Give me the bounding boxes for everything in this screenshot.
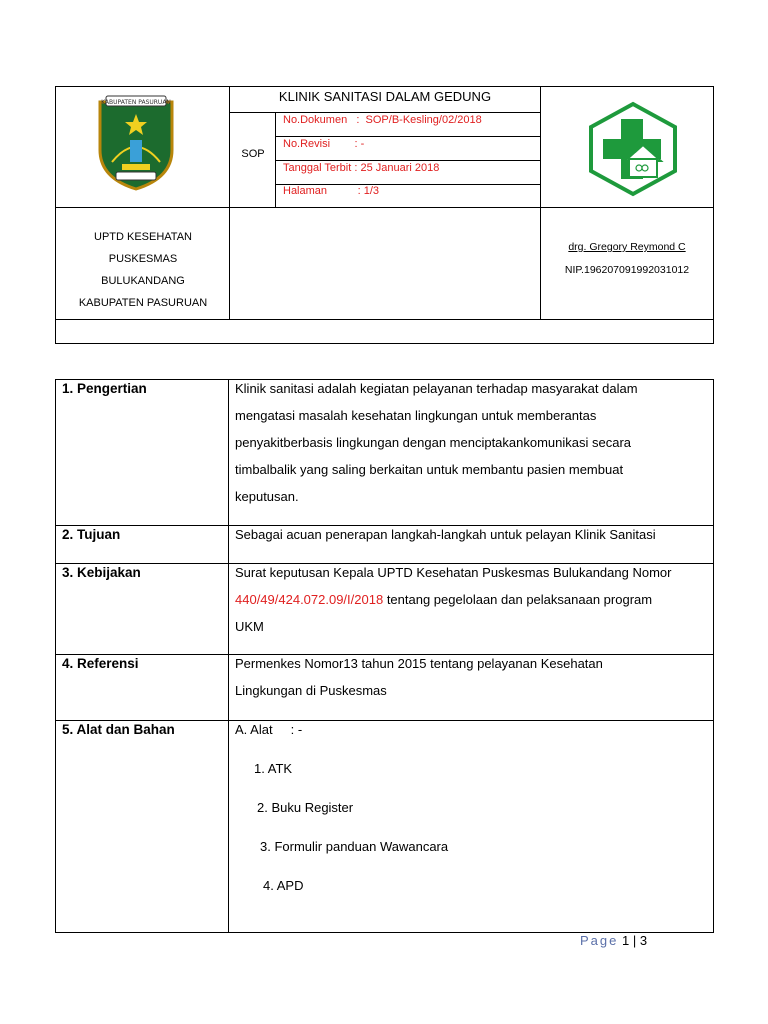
kebijakan-text: Surat keputusan Kepala UPTD Kesehatan Puskesmas Bulukandang Nomor 440/49/424.072.09/I/2018 tentang pegelolaan dan pelaksanaan program UKM: [235, 565, 672, 634]
puskesmas-logo-icon: [587, 101, 679, 197]
page-current: 1: [622, 933, 630, 948]
org-line-3: BULUKANDANG: [101, 275, 185, 287]
halaman: Halaman : 1/3: [283, 185, 379, 197]
list-item: 4. APD: [263, 878, 304, 893]
tanggal-terbit: Tanggal Terbit : 25 Januari 2018: [283, 162, 440, 174]
page-footer: [580, 933, 647, 948]
divider: [229, 112, 541, 113]
divider: [55, 319, 714, 320]
divider: [228, 379, 229, 933]
sk-number: 440/49/424.072.09/I/2018: [235, 592, 384, 607]
alat-label: 5. Alat dan Bahan: [62, 722, 175, 737]
divider: [229, 86, 230, 319]
tujuan-text: Sebagai acuan penerapan langkah-langkah untuk pelayan Klinik Sanitasi: [235, 527, 656, 542]
page-word: Page: [580, 933, 619, 948]
kabupaten-pasuruan-crest-icon: [92, 92, 180, 192]
org-line-1: UPTD KESEHATAN: [94, 231, 192, 243]
no-revisi: No.Revisi : -: [283, 138, 365, 150]
pengertian-text: Klinik sanitasi adalah kegiatan pelayanan terhadap masyarakat dalam mengatasi masalah kesehatan lingkungan untuk memberantas penyakitberbasis lingkungan dengan menciptakankomunikasi secara timbalbalik yang saling berkaitan untuk membantu pasien membuat keputusan.: [235, 381, 638, 504]
list-item: 3. Formulir panduan Wawancara: [260, 839, 449, 854]
signer-nip: NIP.196207091992031012: [564, 264, 690, 276]
signer-name: drg. Gregory Reymond C: [568, 241, 686, 253]
sop-label: SOP: [241, 148, 265, 160]
list-item: 2. Buku Register: [257, 800, 354, 815]
divider: [540, 86, 541, 319]
divider: [55, 207, 714, 208]
tujuan-label: 2. Tujuan: [62, 527, 121, 542]
referensi-text: Permenkes Nomor13 tahun 2015 tentang pelayanan Kesehatan Lingkungan di Puskesmas: [235, 656, 603, 698]
kebijakan-label: 3. Kebijakan: [62, 565, 141, 580]
svg-text:KABUPATEN PASURUAN: KABUPATEN PASURUAN: [101, 99, 171, 106]
no-dokumen: No.Dokumen : SOP/B-Kesling/02/2018: [283, 114, 482, 126]
divider: [275, 160, 541, 161]
page-separator: |: [632, 933, 637, 948]
org-line-4: KABUPATEN PASURUAN: [78, 297, 208, 309]
pengertian-label: 1. Pengertian: [62, 381, 147, 396]
list-item: 1. ATK: [254, 761, 293, 776]
divider: [275, 136, 541, 137]
org-line-2: PUSKESMAS: [108, 253, 178, 265]
page-total: 3: [639, 933, 648, 948]
document-title: KLINIK SANITASI DALAM GEDUNG: [278, 89, 492, 104]
alat-heading: A. Alat : -: [235, 722, 303, 737]
referensi-label: 4. Referensi: [62, 656, 139, 671]
